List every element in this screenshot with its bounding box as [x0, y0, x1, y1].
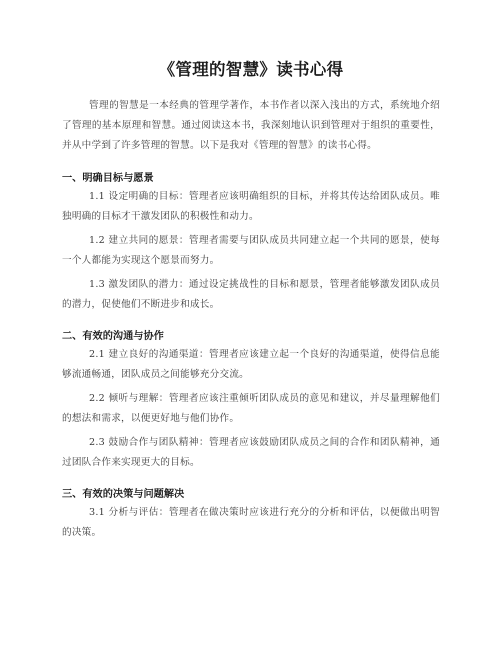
section-1-paragraph-2: 1.2 建立共同的愿景：管理者需要与团队成员共同建立起一个共同的愿景，使每一个人都能为实现这个愿景而努力。 [62, 235, 440, 266]
section-1-paragraph-1: 1.1 设定明确的目标：管理者应该明确组织的目标，并将其传达给团队成员。唯独明确的目标才干激发团队的积极性和动力。 [62, 191, 440, 222]
section-2-paragraph-2: 2.2 倾听与理解：管理者应该注重倾听团队成员的意见和建议，并尽量理解他们的想法和需求，以便更好地与他们协作。 [62, 393, 440, 424]
intro-paragraph: 管理的智慧是一本经典的管理学著作，本书作者以深入浅出的方式，系统地介绍了管理的基本原理和智慧。通过阅读这本书，我深刻地认识到管理对于组织的重要性，并从中学到了许多管理的智慧。以下是我对《管理的智慧》的读书心得。 [62, 100, 440, 151]
section-3-paragraph-1: 3.1 分析与评估：管理者在做决策时应该进行充分的分析和评估，以便做出明智的决策。 [62, 507, 440, 538]
document-title: 《管理的智慧》读书心得 [158, 60, 344, 79]
section-2-paragraph-1: 2.1 建立良好的沟通渠道：管理者应该建立起一个良好的沟通渠道，使得信息能够流通畅通，团队成员之间能够充分交流。 [62, 349, 440, 380]
section-2-paragraph-3: 2.3 鼓励合作与团队精神：管理者应该鼓励团队成员之间的合作和团队精神，通过团队合作来实现更大的目标。 [62, 437, 440, 468]
section-heading-3: 三、有效的决策与问题解决 [62, 489, 185, 500]
section-1-paragraph-3: 1.3 激发团队的潜力：通过设定挑战性的目标和愿景，管理者能够激发团队成员的潜力，促使他们不断进步和成长。 [62, 279, 440, 310]
section-heading-1: 一、明确目标与愿景 [62, 173, 154, 184]
section-heading-2: 二、有效的沟通与协作 [62, 331, 164, 342]
